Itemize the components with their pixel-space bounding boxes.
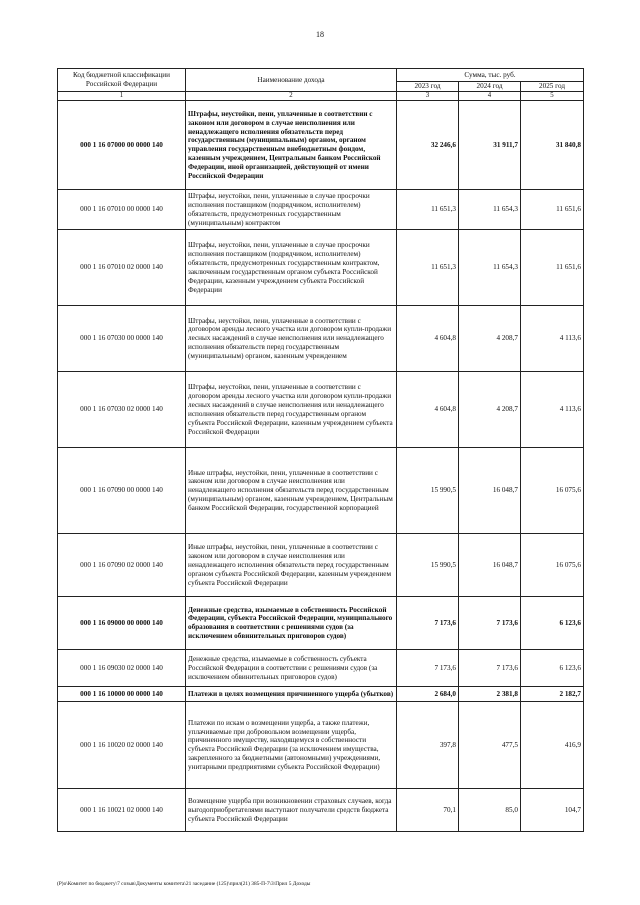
amount-2023-cell: 15 990,5 [397, 448, 459, 534]
page-number: 18 [316, 30, 324, 39]
budget-code-cell: 000 1 16 07010 02 0000 140 [58, 230, 186, 306]
amount-2023-cell: 70,1 [397, 789, 459, 832]
amount-2023-cell: 2 684,0 [397, 687, 459, 702]
table-row [58, 448, 584, 534]
revenue-name-cell: Возмещение ущерба при возникновении страховых случаев, когда выгодоприобретателями выступают получатели средств бюджета субъекта Российской Федерации [186, 789, 397, 832]
revenue-name-cell: Иные штрафы, неустойки, пени, уплаченные в соответствии с законом или договором в случае неисполнения или ненадлежащего исполнения обязательств перед государственным (муниципальным) органом, казенным учреждением, Центральным банком Российской Федерации, государственной корпорацией [186, 448, 397, 534]
table-row [58, 101, 584, 190]
amount-2025-cell: 11 651,6 [521, 190, 584, 230]
header-year-2023: 2023 год [397, 82, 459, 92]
amount-2024-cell: 16 048,7 [459, 534, 521, 597]
budget-code-cell: 000 1 16 07090 02 0000 140 [58, 534, 186, 597]
amount-2024-cell: 7 173,6 [459, 597, 521, 650]
amount-2024-cell: 31 911,7 [459, 101, 521, 190]
amount-2025-cell: 104,7 [521, 789, 584, 832]
column-index: 1 [58, 91, 186, 100]
amount-2023-cell: 397,8 [397, 702, 459, 789]
amount-2024-cell: 11 654,3 [459, 230, 521, 306]
amount-2023-cell: 7 173,6 [397, 597, 459, 650]
table-row [58, 650, 584, 687]
amount-2024-cell: 85,0 [459, 789, 521, 832]
table-row [58, 789, 584, 832]
column-index: 5 [521, 91, 584, 100]
budget-code-cell: 000 1 16 09030 02 0000 140 [58, 650, 186, 687]
table-body [58, 101, 584, 832]
table-row [58, 372, 584, 448]
amount-2023-cell: 15 990,5 [397, 534, 459, 597]
amount-2023-cell: 7 173,6 [397, 650, 459, 687]
amount-2025-cell: 16 075,6 [521, 534, 584, 597]
amount-2023-cell: 4 604,8 [397, 306, 459, 372]
amount-2025-cell: 11 651,6 [521, 230, 584, 306]
budget-code-cell: 000 1 16 10021 02 0000 140 [58, 789, 186, 832]
amount-2023-cell: 11 651,3 [397, 190, 459, 230]
footer-path: (Р)о\Комитет по бюджету\7 созыв\Документы комитета\21 заседание (125)\прил(21) 385-П-7\3\Прил 5 Доходы [57, 881, 311, 887]
budget-code-cell: 000 1 16 07010 00 0000 140 [58, 190, 186, 230]
header-year-2025: 2025 год [521, 82, 584, 92]
budget-code-cell: 000 1 16 09000 00 0000 140 [58, 597, 186, 650]
revenue-table [57, 68, 584, 832]
revenue-name-cell: Денежные средства, изымаемые в собственность субъекта Российской Федерации в соответствии с решениями судов (за исключением обвинительных приговоров судов) [186, 650, 397, 687]
revenue-name-cell: Платежи в целях возмещения причиненного ущерба (убытков) [186, 687, 397, 702]
amount-2023-cell: 32 246,6 [397, 101, 459, 190]
amount-2025-cell: 6 123,6 [521, 597, 584, 650]
table-row [58, 306, 584, 372]
revenue-name-cell: Штрафы, неустойки, пени, уплаченные в соответствии с договором аренды лесного участка или договором купли-продажи лесных насаждений в случае неисполнения или ненадлежащего исполнения обязательств перед государственным органом субъекта Российской Федерации, казенным учреждением субъекта Российской Федерации [186, 372, 397, 448]
column-index: 4 [459, 91, 521, 100]
amount-2025-cell: 2 182,7 [521, 687, 584, 702]
table-header [58, 69, 584, 101]
revenue-name-cell: Денежные средства, изымаемые в собственность Российской Федерации, субъекта Российской Федерации, муниципального образования в соответствии с решениями судов (за исключением обвинительных приговоров судов) [186, 597, 397, 650]
amount-2024-cell: 2 381,8 [459, 687, 521, 702]
column-index-row [58, 91, 584, 100]
revenue-name-cell: Штрафы, неустойки, пени, уплаченные в случае просрочки исполнения поставщиком (подрядчиком, исполнителем) обязательств, предусмотренных государственным (муниципальным) контрактом [186, 190, 397, 230]
amount-2024-cell: 477,5 [459, 702, 521, 789]
header-year-2024: 2024 год [459, 82, 521, 92]
column-index: 2 [186, 91, 397, 100]
amount-2025-cell: 4 113,6 [521, 306, 584, 372]
amount-2023-cell: 4 604,8 [397, 372, 459, 448]
amount-2024-cell: 7 173,6 [459, 650, 521, 687]
header-code: Код бюджетной классификации Российской Федерации [58, 69, 186, 92]
amount-2025-cell: 4 113,6 [521, 372, 584, 448]
table-row [58, 230, 584, 306]
table-row [58, 687, 584, 702]
budget-code-cell: 000 1 16 07090 00 0000 140 [58, 448, 186, 534]
budget-code-cell: 000 1 16 10000 00 0000 140 [58, 687, 186, 702]
revenue-name-cell: Платежи по искам о возмещении ущерба, а также платежи, уплачиваемые при добровольном возмещении ущерба, причиненного имуществу, находящемуся в собственности субъекта Российской Федерации (за исключением имущества, закрепленного за бюджетными (автономными) учреждениями, унитарными предприятиями субъекта Российской Федерации) [186, 702, 397, 789]
column-index: 3 [397, 91, 459, 100]
amount-2024-cell: 4 208,7 [459, 372, 521, 448]
revenue-name-cell: Штрафы, неустойки, пени, уплаченные в случае просрочки исполнения поставщиком (подрядчиком, исполнителем) обязательств, предусмотренных государственным контрактом, заключенным государственным органом субъекта Российской Федерации, казенным учреждением субъекта Российской Федерации [186, 230, 397, 306]
amount-2024-cell: 11 654,3 [459, 190, 521, 230]
revenue-name-cell: Штрафы, неустойки, пени, уплаченные в соответствии с договором аренды лесного участка или договором купли-продажи лесных насаждений в случае неисполнения или ненадлежащего исполнения обязательств перед государственным (муниципальным) органом, казенным учреждением [186, 306, 397, 372]
amount-2024-cell: 4 208,7 [459, 306, 521, 372]
revenue-name-cell: Иные штрафы, неустойки, пени, уплаченные в соответствии с законом или договором в случае неисполнения или ненадлежащего исполнения обязательств перед государственным органом субъекта Российской Федерации, казенным учреждением субъекта Российской Федерации [186, 534, 397, 597]
header-name: Наименование дохода [186, 69, 397, 92]
header-sum: Сумма, тыс. руб. [397, 69, 584, 82]
amount-2025-cell: 6 123,6 [521, 650, 584, 687]
revenue-name-cell: Штрафы, неустойки, пени, уплаченные в соответствии с законом или договором в случае неисполнения или ненадлежащего исполнения обязательств перед государственным (муниципальным) органом, органом управления государственным внебюджетным фондом, казенным учреждением, Центральным банком Российской Федерации, иной организацией, действующей от имени Российской Федерации [186, 101, 397, 190]
budget-code-cell: 000 1 16 10020 02 0000 140 [58, 702, 186, 789]
amount-2024-cell: 16 048,7 [459, 448, 521, 534]
budget-code-cell: 000 1 16 07000 00 0000 140 [58, 101, 186, 190]
table-row [58, 534, 584, 597]
table-row [58, 597, 584, 650]
amount-2025-cell: 16 075,6 [521, 448, 584, 534]
amount-2025-cell: 416,9 [521, 702, 584, 789]
budget-code-cell: 000 1 16 07030 00 0000 140 [58, 306, 186, 372]
budget-code-cell: 000 1 16 07030 02 0000 140 [58, 372, 186, 448]
amount-2025-cell: 31 840,8 [521, 101, 584, 190]
amount-2023-cell: 11 651,3 [397, 230, 459, 306]
table-row [58, 702, 584, 789]
table-row [58, 190, 584, 230]
